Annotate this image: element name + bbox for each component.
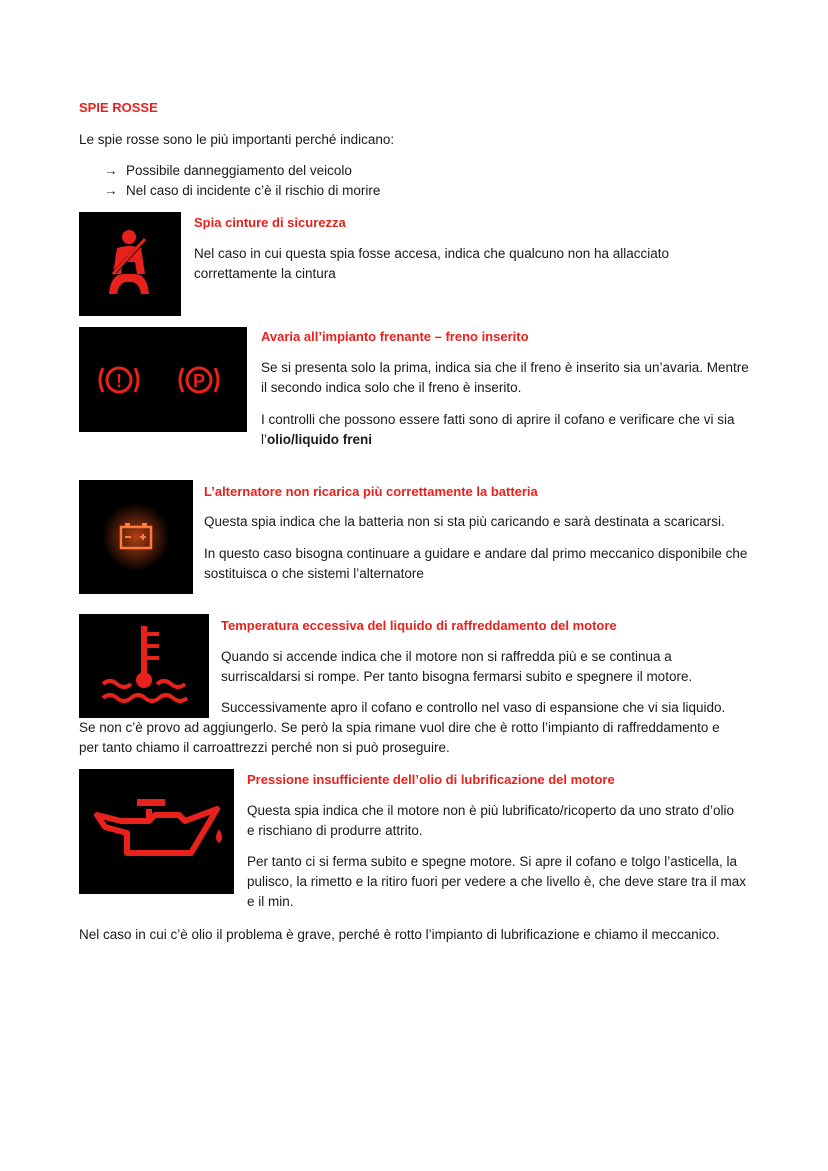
section-heading: L’alternatore non ricarica più correttamente la batteria xyxy=(204,484,538,499)
section-text: Questa spia indica che il motore non è più lubrificato/ricoperto da uno strato d’olio e rischiano di produrre attrito. xyxy=(247,803,735,838)
section-heading: Avaria all’impianto frenante – freno inserito xyxy=(261,329,529,344)
section-text: Per tanto ci si ferma subito e spegne motore. Si apre il cofano e tolgo l’asticella, la pulisco, la rimetto e la ritiro fuori per vedere a che livello è, che deve stare tra il max e il min. xyxy=(247,854,746,909)
section-text: Nel caso in cui questa spia fosse accesa, indica che qualcuno non ha allacciato correttamente la cintura xyxy=(194,246,670,281)
oil-pressure-icon xyxy=(79,769,234,894)
brake-parking-label: P xyxy=(192,371,206,391)
list-item: → Nel caso di incidente c’è il rischio di morire xyxy=(104,181,380,201)
section-text: per tanto chiamo il carroattrezzi perché non si può proseguire. xyxy=(79,740,450,755)
battery-warning-icon xyxy=(79,480,193,594)
section-text: Nel caso in cui c’è olio il problema è grave, perché è rotto l’impianto di lubrificazione e chiamo il meccanico. xyxy=(79,927,720,942)
seatbelt-warning-icon xyxy=(79,212,181,316)
section-text: Questa spia indica che la batteria non si sta più caricando e sarà destinata a scaricarsi. xyxy=(204,514,725,529)
brake-warning-icon xyxy=(79,327,247,432)
page-title: SPIE ROSSE xyxy=(79,100,158,115)
section-text: Quando si accende indica che il motore non si raffredda più e se continua a surriscaldarsi si rompe. Per tanto bisogna fermarsi subito e spegnere il motore. xyxy=(221,649,693,684)
section-heading: Spia cinture di sicurezza xyxy=(194,215,346,230)
section-text: Se si presenta solo la prima, indica sia che il freno è inserito sia un’avaria. Mentre il secondo indica solo che il freno è inserito. xyxy=(261,360,749,395)
arrow-icon: → xyxy=(104,183,118,198)
section-text: Successivamente apro il cofano e controllo nel vaso di espansione che vi sia liquido. xyxy=(221,700,726,715)
section-heading: Temperatura eccessiva del liquido di raffreddamento del motore xyxy=(221,618,617,633)
intro-text: Le spie rosse sono le più importanti perché indicano: xyxy=(79,132,395,147)
section-text: I controlli che possono essere fatti sono di aprire il cofano e verificare che vi sia l’olio/liquido freni xyxy=(261,412,735,447)
list-item: → Possibile danneggiamento del veicolo xyxy=(104,161,352,181)
coolant-temperature-icon xyxy=(79,614,209,718)
section-text: In questo caso bisogna continuare a guidare e andare dal primo meccanico disponibile che sostituisca o che sistemi l’alternatore xyxy=(204,546,748,581)
brake-exclamation-label: ! xyxy=(116,371,122,391)
section-text: Se non c’è provo ad aggiungerlo. Se però la spia rimane vuol dire che è rotto l’impianto di raffreddamento e xyxy=(79,720,720,735)
arrow-icon: → xyxy=(104,163,118,178)
section-heading: Pressione insufficiente dell’olio di lubrificazione del motore xyxy=(247,772,615,787)
